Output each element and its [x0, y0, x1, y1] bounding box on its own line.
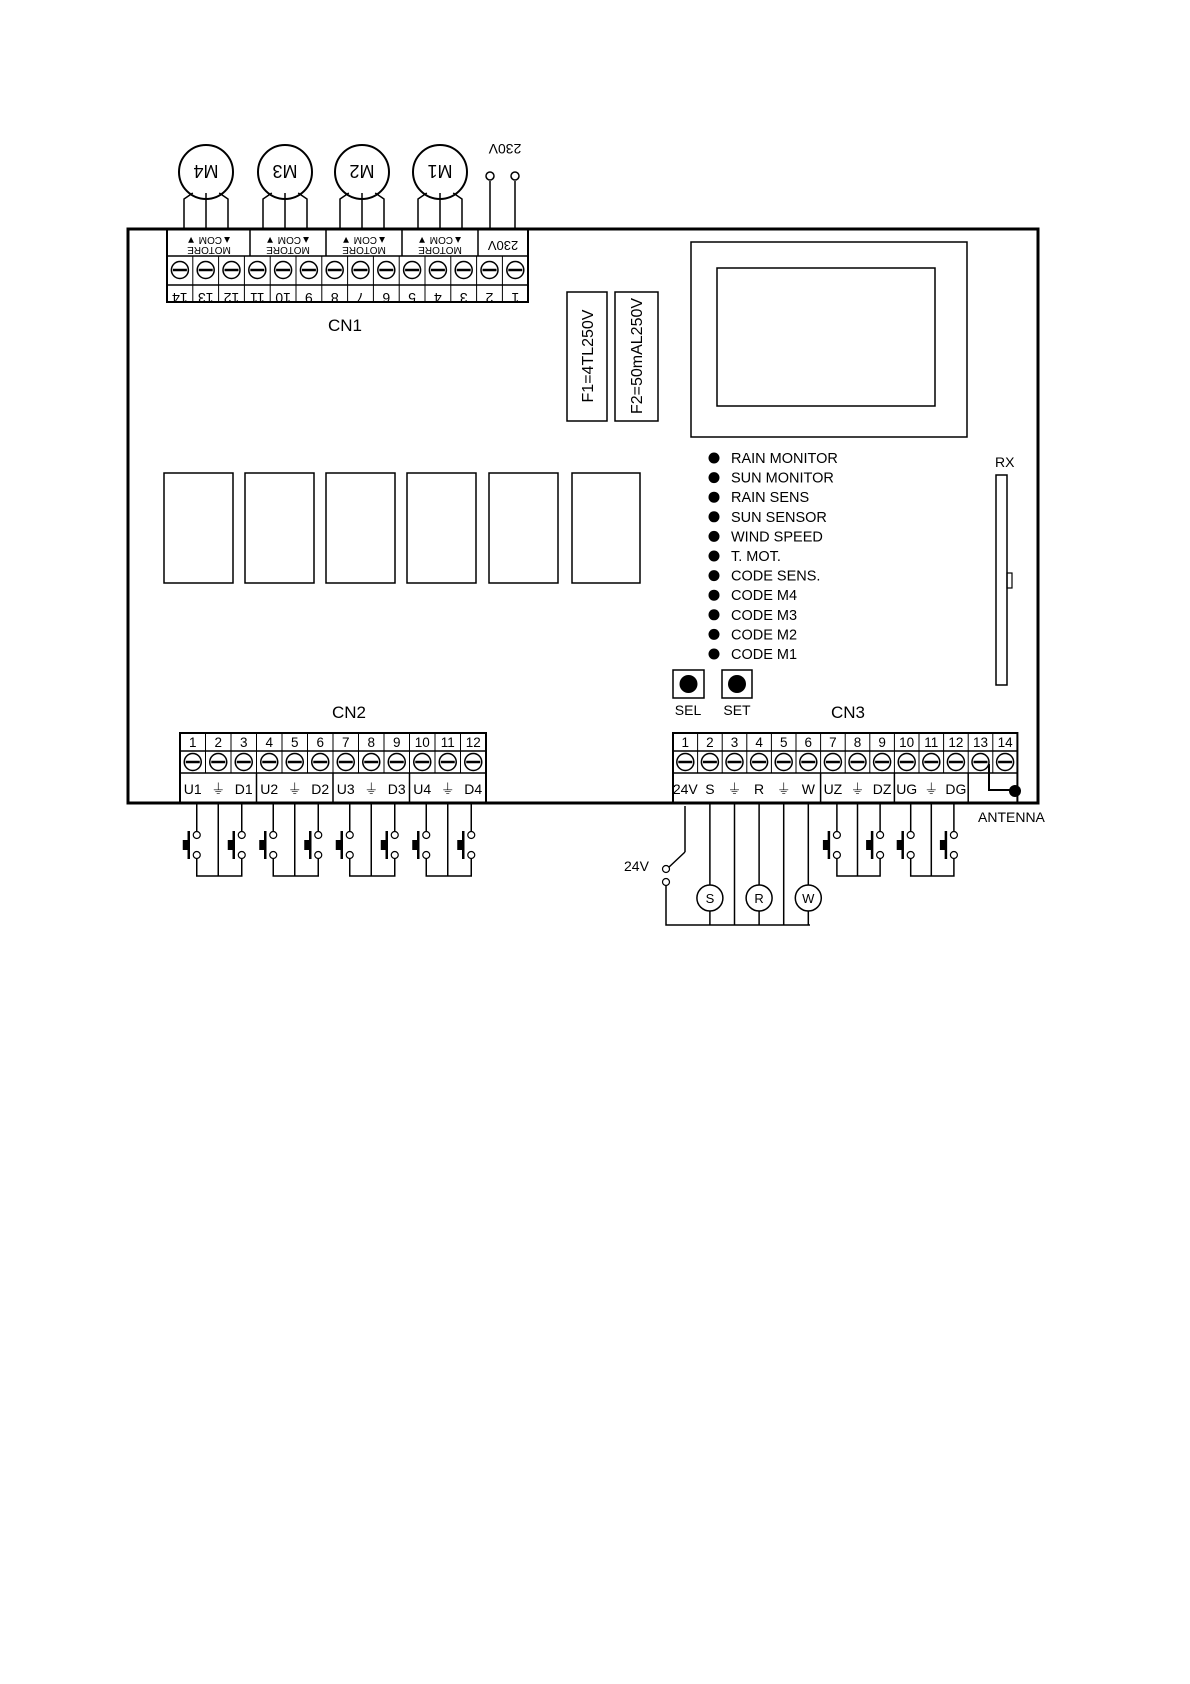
- cn2-terminal-number: 6: [316, 735, 325, 750]
- cn2-terminal-number: 12: [465, 735, 481, 750]
- cn3-function-label: S: [705, 781, 715, 797]
- fuse-f1-label: F1=4TL250V: [580, 309, 597, 403]
- cn2-screw-1: [184, 754, 201, 771]
- cn2-terminal-number: 5: [290, 735, 299, 750]
- cn3-terminal-number: 10: [899, 735, 915, 750]
- sensor-label: S: [705, 891, 715, 906]
- cn2-push-button-down: [457, 831, 475, 859]
- cn2-screw-10: [414, 754, 431, 771]
- led-indicator: [709, 629, 720, 640]
- cn2-screw-3: [235, 754, 252, 771]
- sensor-label: W: [802, 891, 815, 906]
- cn2-function-label: ⏚: [211, 781, 226, 797]
- cn2-function-label: U3: [336, 781, 355, 797]
- cn2-screw-2: [210, 754, 227, 771]
- rx-module: [996, 475, 1007, 685]
- fuse-f2: [615, 292, 658, 421]
- cn3-screw-14: [997, 754, 1014, 771]
- led-label: RAIN MONITOR: [731, 451, 838, 467]
- cn2-function-label: U1: [183, 781, 202, 797]
- led-indicator: [709, 551, 720, 562]
- cn3-function-label: ⏚: [776, 781, 791, 797]
- antenna-label: ANTENNA: [978, 809, 1045, 825]
- led-label: CODE M1: [731, 647, 798, 663]
- cn3-function-label: ⏚: [727, 781, 742, 797]
- cn3-function-label: UZ: [823, 781, 843, 797]
- cn2-screw-8: [363, 754, 380, 771]
- cn3-function-label: R: [754, 781, 765, 797]
- cn2-push-button-down: [304, 831, 322, 859]
- cn2-function-label: D2: [311, 781, 330, 797]
- cn3-push-button-up: [823, 831, 841, 859]
- cn3-function-label: ⏚: [850, 781, 865, 797]
- cn2-screw-4: [261, 754, 278, 771]
- cn2-terminal-number: 2: [214, 735, 223, 750]
- cn3-terminal-number: 4: [755, 735, 763, 750]
- cn1-terminal-number: 7: [356, 290, 365, 306]
- motor-m2: [335, 145, 389, 229]
- led-indicator: [709, 590, 720, 601]
- cn1-terminal-number: 10: [275, 290, 291, 306]
- cn2-terminal-number: 9: [392, 735, 401, 750]
- cn3-screw-8: [849, 754, 866, 771]
- led-indicator: [709, 570, 720, 581]
- display-frame: [691, 242, 967, 437]
- cn2-push-button-up: [259, 831, 277, 859]
- cn3-terminal-number: 1: [681, 735, 690, 750]
- motor-m4: [179, 145, 233, 229]
- cn1-terminal-number: 11: [250, 290, 265, 306]
- cn1-terminal-number: 8: [330, 290, 339, 306]
- set-label: SET: [723, 702, 751, 718]
- led-indicator: [709, 453, 720, 464]
- cn1-label: CN1: [327, 316, 363, 335]
- cn2-push-button-down: [381, 831, 399, 859]
- motor-label: M4: [193, 161, 219, 181]
- cn2-label: CN2: [331, 703, 367, 722]
- cn2-terminal-number: 11: [440, 735, 455, 750]
- cn1-terminal-number: 5: [408, 290, 416, 306]
- cn3-screw-6: [800, 754, 817, 771]
- cn3-screw-3: [726, 754, 743, 771]
- cn2-function-label: ⏚: [440, 781, 455, 797]
- cn3-terminal-number: 7: [829, 735, 837, 750]
- led-indicators: [709, 451, 838, 663]
- led-label: RAIN SENS: [731, 490, 810, 507]
- cn1-screw-13: [197, 262, 214, 279]
- cn2-function-label: U2: [260, 781, 279, 797]
- cn1-terminal-number: 13: [197, 290, 214, 306]
- led-label: T. MOT.: [731, 549, 781, 565]
- cn2-push-button-up: [412, 831, 430, 859]
- motor-label: M1: [427, 161, 453, 181]
- cn1-screw-11: [249, 262, 266, 279]
- sel-button[interactable]: [673, 670, 704, 698]
- led-label: SUN MONITOR: [731, 470, 834, 487]
- cn3-label: CN3: [830, 703, 866, 722]
- cn1-terminal-number: 6: [382, 290, 391, 306]
- cn3-terminal-block: [673, 733, 1018, 803]
- led-indicator: [709, 609, 720, 620]
- cn3-function-label: UG: [896, 781, 918, 797]
- cn3-push-buttons: [823, 803, 958, 876]
- cn2-terminal-block: [180, 733, 486, 803]
- cn2-screw-6: [312, 754, 329, 771]
- cn3-function-label: DZ: [872, 781, 892, 797]
- cn3-screw-13: [972, 754, 989, 771]
- supply-24v-label: 24V: [624, 858, 649, 874]
- cn2-push-button-down: [228, 831, 246, 859]
- led-indicator: [709, 492, 720, 503]
- cn2-screw-7: [337, 754, 354, 771]
- cn3-terminal-number: 11: [924, 735, 939, 750]
- cn3-terminal-number: 13: [972, 735, 989, 750]
- cn1-terminal-number: 9: [305, 290, 313, 306]
- cn1-motore-label: MOTORE: [266, 244, 310, 255]
- cn2-terminal-number: 4: [265, 735, 274, 750]
- cn1-com-label: ▲COM ▼: [341, 234, 387, 245]
- cn2-function-label: ⏚: [287, 781, 302, 797]
- cn2-function-label: D4: [464, 781, 483, 797]
- cn1-screw-10: [275, 262, 292, 279]
- cn1-screw-8: [326, 262, 343, 279]
- cn1-terminal-number: 4: [434, 290, 442, 306]
- cn1-terminal-number: 3: [459, 290, 468, 306]
- led-label: CODE M2: [731, 627, 798, 644]
- motor-label: M3: [272, 161, 298, 181]
- cn1-terminal-number: 14: [172, 290, 188, 306]
- cn3-screw-12: [947, 754, 964, 771]
- display-screen: [717, 268, 935, 406]
- cn1-motore-label: MOTORE: [342, 244, 386, 255]
- sensor-wiring: [624, 803, 821, 925]
- cn3-function-label: ⏚: [924, 781, 939, 797]
- cn1-screw-5: [404, 262, 421, 279]
- cn3-screw-1: [677, 754, 694, 771]
- led-label: SUN SENSOR: [731, 509, 827, 526]
- set-button[interactable]: [722, 670, 752, 698]
- cn1-com-label: ▲COM ▼: [265, 234, 311, 245]
- cn2-screw-12: [465, 754, 482, 771]
- cn3-terminal-number: 9: [878, 735, 886, 750]
- cn2-terminal-number: 8: [367, 735, 376, 750]
- cn1-motore-label: MOTORE: [187, 244, 231, 255]
- cn3-screw-5: [775, 754, 792, 771]
- cn2-terminal-number: 1: [188, 735, 197, 750]
- cn2-function-label: D3: [387, 781, 406, 797]
- cn3-push-button-down: [940, 831, 958, 859]
- cn1-screw-12: [223, 262, 240, 279]
- cn3-screw-10: [898, 754, 915, 771]
- cn3-screw-9: [874, 754, 891, 771]
- cn1-terminal-number: 1: [511, 290, 520, 306]
- cn2-function-label: U4: [413, 781, 432, 797]
- led-indicator: [709, 649, 720, 660]
- led-label: CODE M4: [731, 588, 798, 605]
- motor-label: M2: [349, 161, 375, 181]
- cn2-push-buttons: [183, 803, 475, 876]
- cn3-function-label: DG: [945, 781, 967, 797]
- cn3-screw-7: [824, 754, 841, 771]
- cn2-function-label: ⏚: [364, 781, 379, 797]
- cn2-function-label: D1: [234, 781, 253, 797]
- cn2-terminal-number: 7: [341, 735, 350, 750]
- cn1-supply-label: 230V: [487, 238, 519, 253]
- sel-label: SEL: [674, 702, 702, 718]
- cn1-terminal-number: 12: [223, 290, 240, 306]
- cn2-terminal-number: 3: [239, 735, 248, 750]
- cn1-screw-1: [507, 262, 524, 279]
- cn1-com-label: ▲COM ▼: [417, 234, 463, 245]
- cn1-screw-2: [481, 262, 498, 279]
- motor-m3: [258, 145, 312, 229]
- cn3-screw-2: [701, 754, 718, 771]
- rx-label: RX: [995, 454, 1015, 470]
- cn1-terminal-number: 2: [485, 290, 494, 306]
- cn1-supply-wire-label: 230V: [488, 141, 522, 157]
- led-label: WIND SPEED: [731, 529, 823, 546]
- cn2-screw-9: [388, 754, 405, 771]
- led-label: CODE M3: [731, 607, 798, 624]
- cn3-terminal-number: 5: [779, 735, 788, 750]
- sensor-label: R: [754, 891, 764, 906]
- cn1-motore-label: MOTORE: [418, 244, 462, 255]
- fuse-f2-label: F2=50mAL250V: [629, 297, 646, 415]
- motor-m1: [413, 145, 467, 229]
- relays: [164, 473, 640, 583]
- cn3-function-label: W: [801, 781, 815, 797]
- cn2-push-button-up: [183, 831, 201, 859]
- cn3-terminal-number: 2: [706, 735, 714, 750]
- led-label: CODE SENS.: [731, 568, 821, 585]
- cn3-screw-11: [923, 754, 940, 771]
- cn2-terminal-number: 10: [414, 735, 430, 750]
- cn3-terminal-number: 6: [804, 735, 813, 750]
- led-indicator: [709, 531, 720, 542]
- cn1-screw-3: [455, 262, 472, 279]
- fuse-f1: [567, 292, 607, 421]
- cn3-screw-4: [751, 754, 768, 771]
- cn1-screw-6: [378, 262, 395, 279]
- cn1-screw-14: [171, 262, 188, 279]
- cn1-screw-7: [352, 262, 369, 279]
- cn3-push-button-up: [897, 831, 915, 859]
- cn3-terminal-number: 3: [730, 735, 739, 750]
- led-indicator: [709, 472, 720, 483]
- led-indicator: [709, 511, 720, 522]
- cn2-push-button-up: [336, 831, 354, 859]
- cn1-terminal-block: [167, 229, 528, 306]
- cn3-terminal-number: 8: [853, 735, 862, 750]
- cn3-terminal-number: 12: [948, 735, 964, 750]
- cn3-terminal-number: 14: [997, 735, 1013, 750]
- cn2-screw-5: [286, 754, 303, 771]
- cn1-screw-4: [429, 262, 446, 279]
- cn2-screw-11: [439, 754, 456, 771]
- cn1-screw-9: [300, 262, 317, 279]
- cn1-com-label: ▲COM ▼: [186, 234, 232, 245]
- cn3-function-label: 24V: [672, 781, 698, 797]
- cn3-push-button-down: [866, 831, 884, 859]
